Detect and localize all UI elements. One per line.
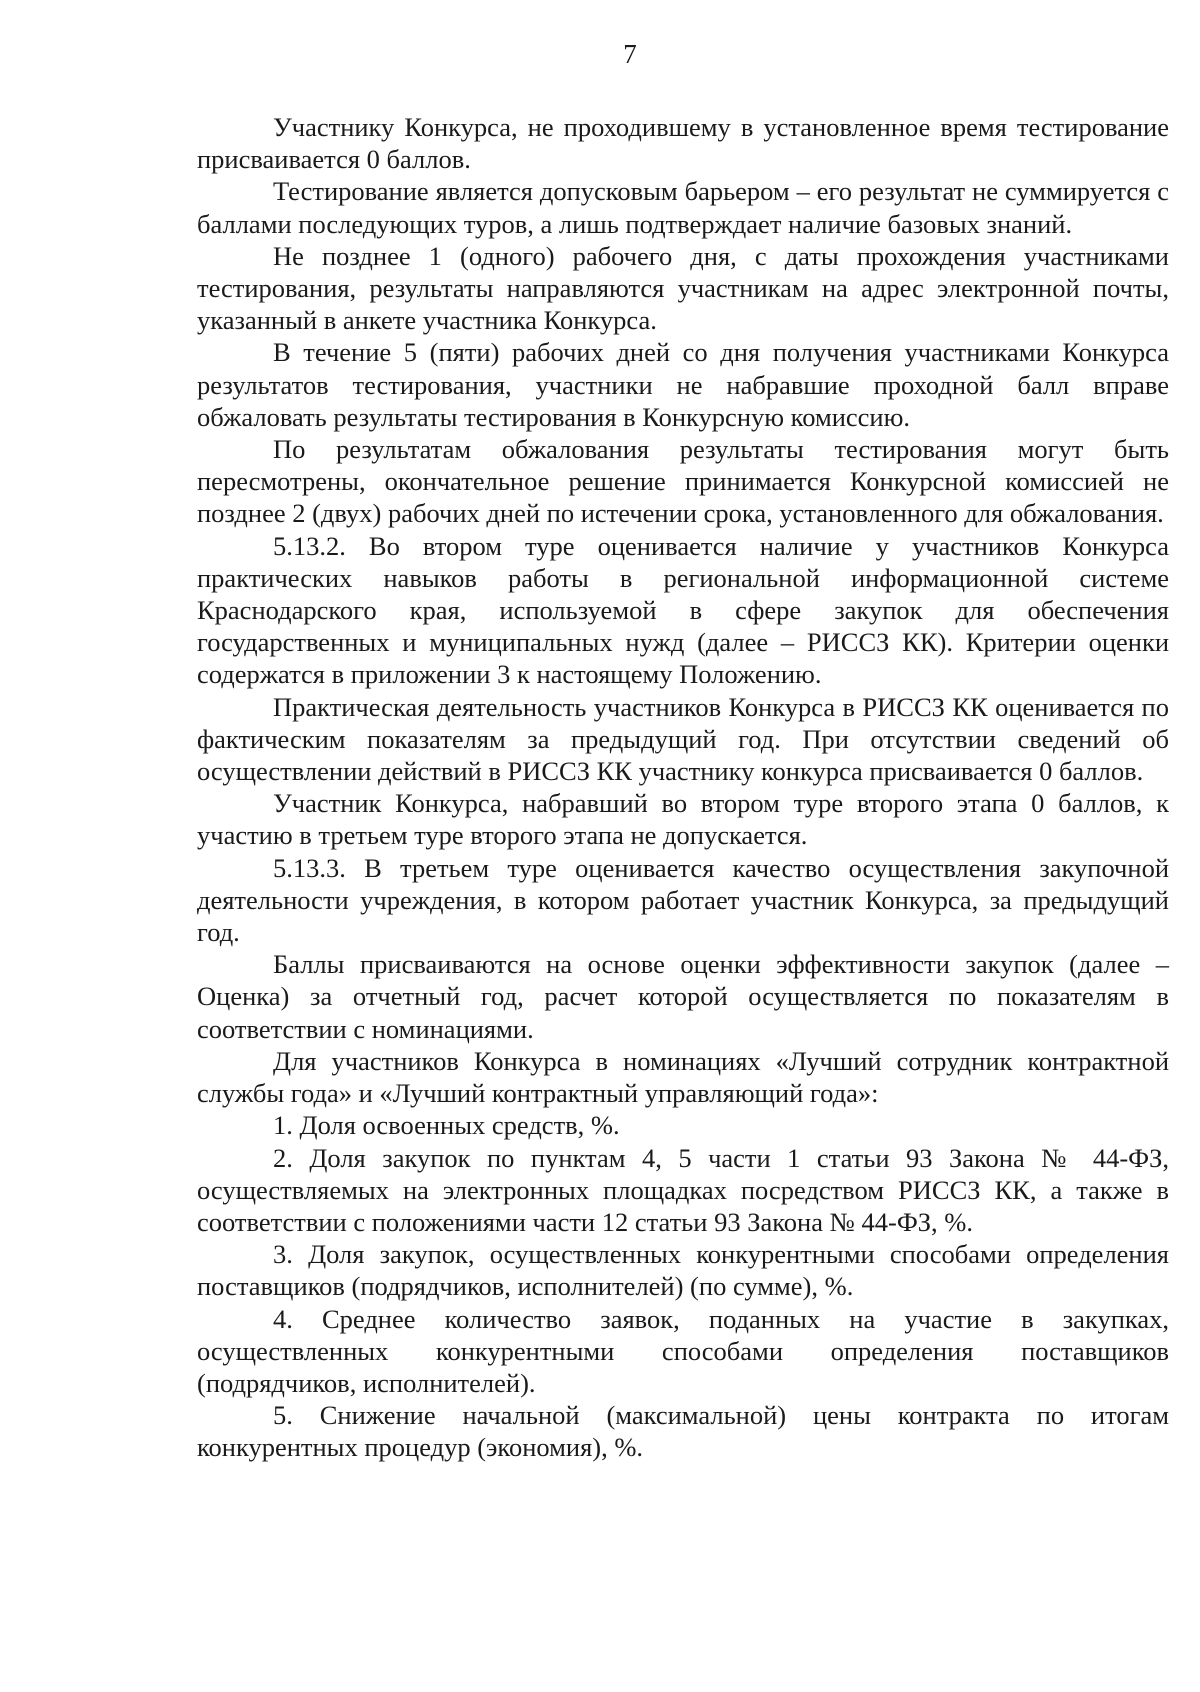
paragraph-section-5-13-2: 5.13.2. Во втором туре оценивается наличие у участников Конкурса практических навыков работы в региональной информационной системе Краснодарского края, используемой в сфере закупок для обеспечения государственных и муниципальных нужд (далее – РИССЗ КК). Критерии оценки содержатся в приложении 3 к настоящему Положению. xyxy=(197,530,1169,690)
paragraph-results-deadline: Не позднее 1 (одного) рабочего дня, с даты прохождения участниками тестирования, результаты направляются участникам на адрес электронной почты, указанный в анкете участника Конкурса. xyxy=(197,240,1169,336)
paragraph-appeal-decision: По результатам обжалования результаты тестирования могут быть пересмотрены, окончательное решение принимается Конкурсной комиссией не позднее 2 (двух) рабочих дней по истечении срока, установленного для обжалования. xyxy=(197,434,1169,529)
page-number: 7 xyxy=(623,39,637,69)
list-item-criterion-2: 2. Доля закупок по пунктам 4, 5 части 1 статьи 93 Закона № 44-ФЗ, осуществляемых на электронных площадках посредством РИССЗ КК, а также в соответствии с положениями части 12 статьи 93 Закона № 44-ФЗ, %. xyxy=(197,1142,1169,1237)
list-item-criterion-4: 4. Среднее количество заявок, поданных на участие в закупках, осуществленных конкурентными способами определения поставщиков (подрядчиков, исполнителей). xyxy=(197,1303,1169,1398)
paragraph-zero-points-exclusion: Участник Конкурса, набравший во втором туре второго этапа 0 баллов, к участию в третьем туре второго этапа не допускается. xyxy=(197,788,1169,851)
list-item-criterion-5: 5. Снижение начальной (максимальной) цены контракта по итогам конкурентных процедур (экономия), %. xyxy=(197,1400,1169,1463)
paragraph-testing-barrier: Тестирование является допусковым барьером – его результат не суммируется с баллами последующих туров, а лишь подтверждает наличие базовых знаний. xyxy=(197,176,1169,239)
list-item-criterion-1: 1. Доля освоенных средств, %. xyxy=(273,1110,620,1141)
paragraph-practical-activity: Практическая деятельность участников Конкурса в РИССЗ КК оценивается по фактическим показателям за предыдущий год. При отсутствии сведений об осуществлении действий в РИССЗ КК участнику конкурса присваивается 0 баллов. xyxy=(197,691,1169,787)
paragraph-section-5-13-3: 5.13.3. В третьем туре оценивается качество осуществления закупочной деятельности учреждения, в котором работает участник Конкурса, за предыдущий год. xyxy=(197,852,1169,948)
paragraph-points-assignment: Баллы присваиваются на основе оценки эффективности закупок (далее – Оценка) за отчетный год, расчет которой осуществляется по показателям в соответствии с номинациями. xyxy=(197,949,1169,1044)
list-item-criterion-3: 3. Доля закупок, осуществленных конкурентными способами определения поставщиков (подрядчиков, исполнителей) (по сумме), %. xyxy=(197,1239,1169,1302)
paragraph-untested-participant: Участнику Конкурса, не проходившему в установленное время тестирование присваивается 0 баллов. xyxy=(197,112,1169,175)
paragraph-appeal-period: В течение 5 (пяти) рабочих дней со дня получения участниками Конкурса результатов тестирования, участники не набравшие проходной балл вправе обжаловать результаты тестирования в Конкурсную комиссию. xyxy=(197,337,1169,432)
paragraph-nominations: Для участников Конкурса в номинациях «Лучший сотрудник контрактной службы года» и «Лучший контрактный управляющий года»: xyxy=(197,1045,1169,1109)
document-body xyxy=(197,111,1169,1464)
